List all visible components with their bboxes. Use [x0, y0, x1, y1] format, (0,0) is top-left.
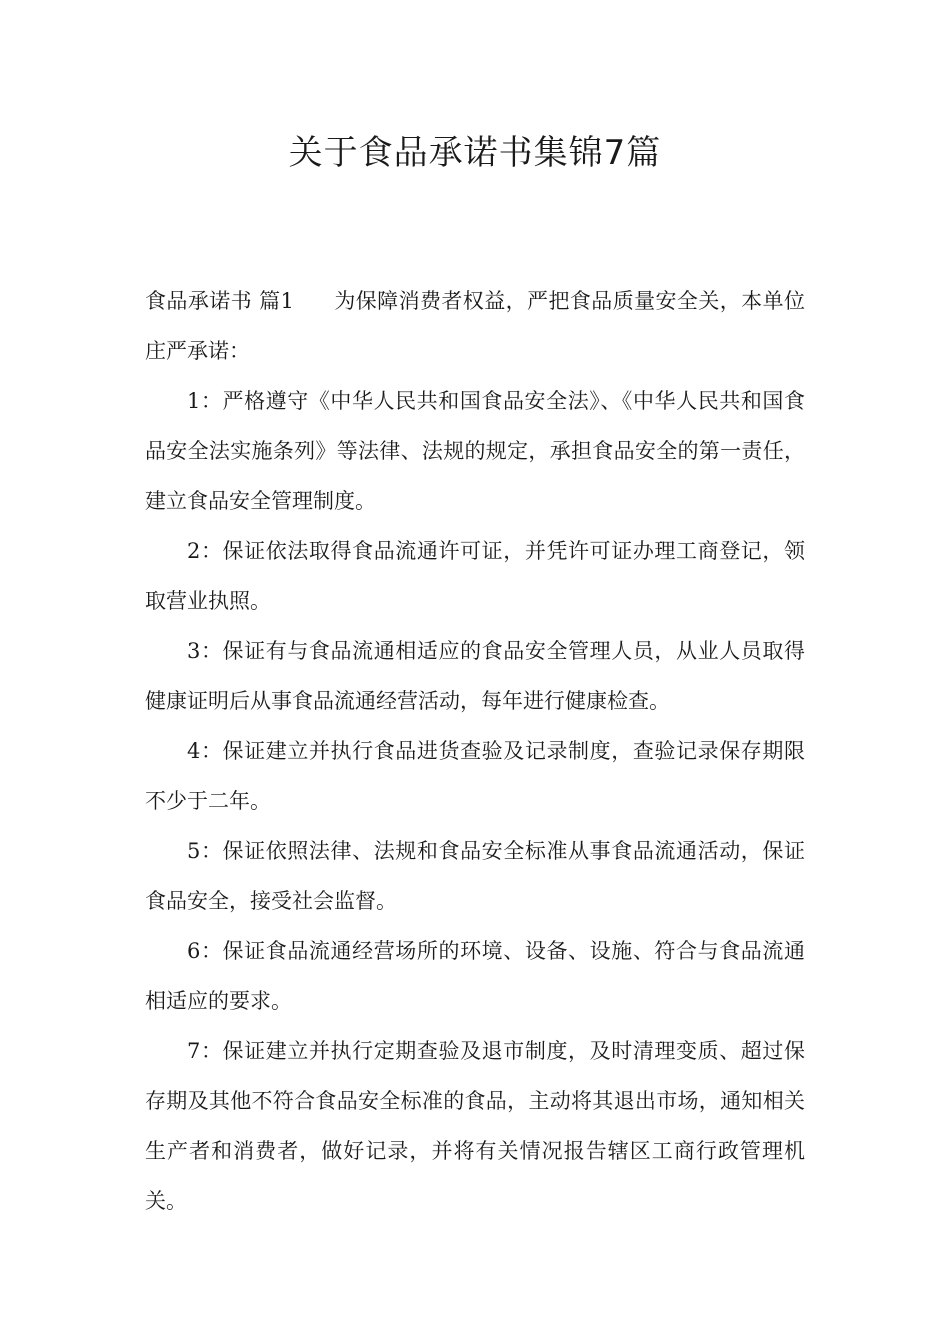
- commitment-item-3: 3：保证有与食品流通相适应的食品安全管理人员，从业人员取得健康证明后从事食品流通经营活动，每年进行健康检查。: [145, 639, 805, 713]
- commitment-item-1: 1：严格遵守《中华人民共和国食品安全法》、《中华人民共和国食品安全法实施条列》等法律、法规的规定，承担食品安全的第一责任，建立食品安全管理制度。: [145, 389, 805, 513]
- commitment-item-6: 6：保证食品流通经营场所的环境、设备、设施、符合与食品流通相适应的要求。: [145, 939, 805, 1013]
- document-body: [145, 276, 805, 1226]
- commitment-item-7: 7：保证建立并执行定期查验及退市制度，及时清理变质、超过保存期及其他不符合食品安全标准的食品，主动将其退出市场，通知相关生产者和消费者，做好记录，并将有关情况报告辖区工商行政管理机关。: [145, 1039, 805, 1213]
- section-label: 食品承诺书 篇1: [145, 289, 294, 313]
- commitment-item-5: 5：保证依照法律、法规和食品安全标准从事食品流通活动，保证食品安全，接受社会监督。: [145, 839, 805, 913]
- intro-paragraph: [145, 276, 805, 376]
- commitment-item-2: 2：保证依法取得食品流通许可证，并凭许可证办理工商登记，领取营业执照。: [145, 539, 805, 613]
- document-title: 关于食品承诺书集锦7篇: [288, 133, 662, 173]
- commitment-item-4: 4：保证建立并执行食品进货查验及记录制度，查验记录保存期限不少于二年。: [145, 739, 805, 813]
- intro-text: 为保障消费者权益，严把食品质量安全关，本单位庄严承诺：: [145, 289, 805, 363]
